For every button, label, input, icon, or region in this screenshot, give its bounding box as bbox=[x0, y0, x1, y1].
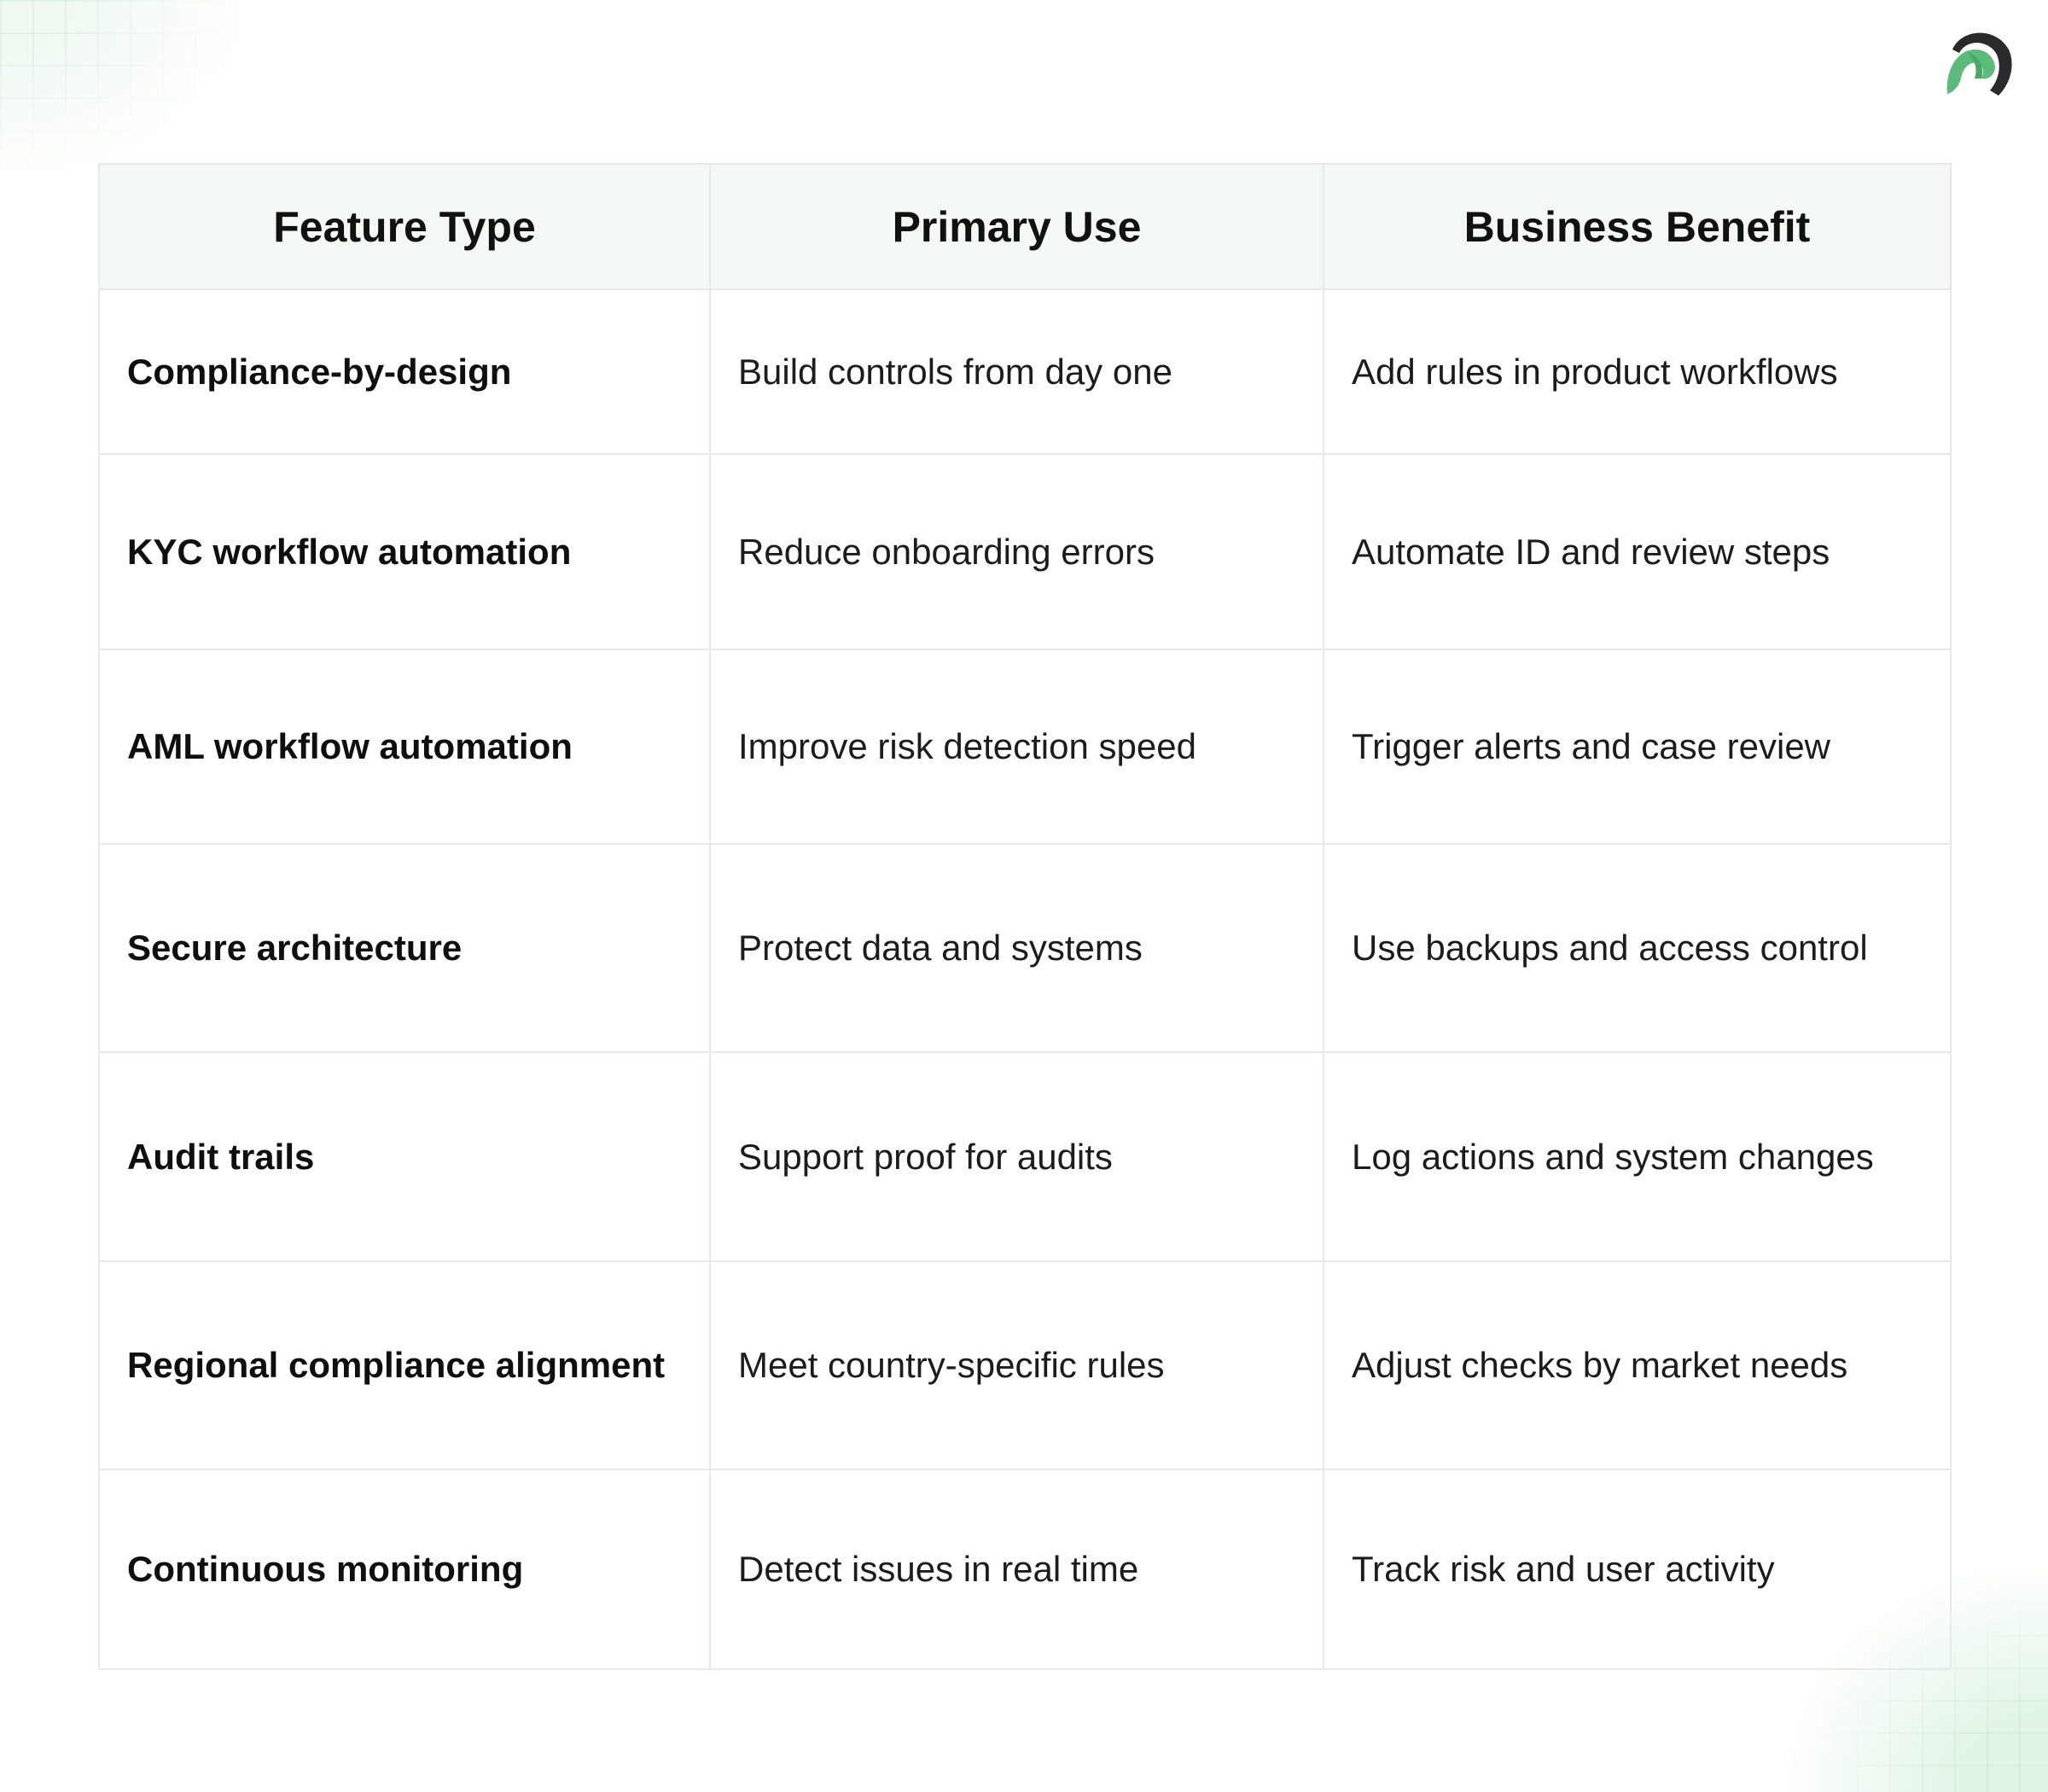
feature-cell: Compliance-by-design bbox=[99, 289, 710, 454]
business-benefit-cell: Use backups and access control bbox=[1324, 844, 1951, 1052]
primary-use-cell: Improve risk detection speed bbox=[710, 649, 1324, 844]
table-header-row bbox=[99, 164, 1951, 289]
feature-cell: Audit trails bbox=[99, 1052, 710, 1261]
feature-cell: Secure architecture bbox=[99, 844, 710, 1052]
column-header-feature-type: Feature Type bbox=[99, 164, 710, 289]
table-row bbox=[99, 454, 1951, 649]
business-benefit-cell: Add rules in product workflows bbox=[1324, 289, 1951, 454]
business-benefit-cell: Automate ID and review steps bbox=[1324, 454, 1951, 649]
feature-cell: Continuous monitoring bbox=[99, 1469, 710, 1669]
table-row bbox=[99, 844, 1951, 1052]
column-header-primary-use: Primary Use bbox=[710, 164, 1324, 289]
table-row bbox=[99, 289, 1951, 454]
table-row bbox=[99, 1469, 1951, 1669]
feature-comparison-table bbox=[98, 163, 1952, 1670]
spartan-helmet-logo-icon bbox=[1935, 24, 2014, 102]
corner-grid-decoration-top-left bbox=[0, 0, 239, 171]
business-benefit-cell: Log actions and system changes bbox=[1324, 1052, 1951, 1261]
feature-cell: AML workflow automation bbox=[99, 649, 710, 844]
primary-use-cell: Build controls from day one bbox=[710, 289, 1324, 454]
feature-cell: KYC workflow automation bbox=[99, 454, 710, 649]
primary-use-cell: Reduce onboarding errors bbox=[710, 454, 1324, 649]
table-row bbox=[99, 649, 1951, 844]
table-row bbox=[99, 1261, 1951, 1469]
business-benefit-cell: Adjust checks by market needs bbox=[1324, 1261, 1951, 1469]
primary-use-cell: Support proof for audits bbox=[710, 1052, 1324, 1261]
business-benefit-cell: Track risk and user activity bbox=[1324, 1469, 1951, 1669]
feature-comparison-table-container bbox=[98, 163, 1950, 1670]
primary-use-cell: Detect issues in real time bbox=[710, 1469, 1324, 1669]
business-benefit-cell: Trigger alerts and case review bbox=[1324, 649, 1951, 844]
feature-cell: Regional compliance alignment bbox=[99, 1261, 710, 1469]
table-row bbox=[99, 1052, 1951, 1261]
column-header-business-benefit: Business Benefit bbox=[1324, 164, 1951, 289]
primary-use-cell: Protect data and systems bbox=[710, 844, 1324, 1052]
primary-use-cell: Meet country-specific rules bbox=[710, 1261, 1324, 1469]
